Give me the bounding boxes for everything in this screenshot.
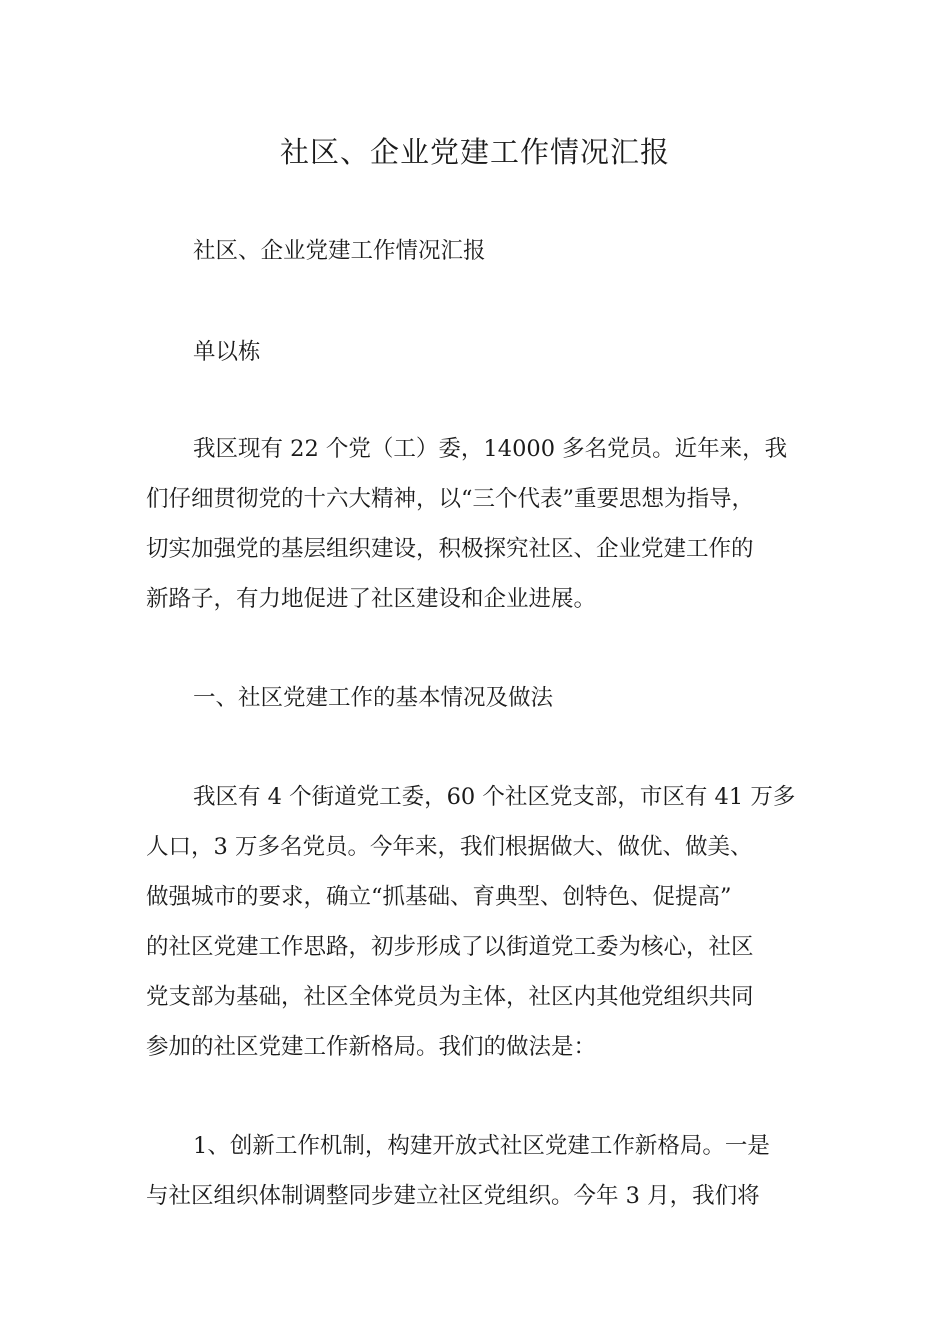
paragraph-2-line: 我区有 4 个街道党工委，60 个社区党支部，市区有 41 万多 bbox=[193, 784, 796, 810]
paragraph-3-line: 与社区组织体制调整同步建立社区党组织。今年 3 月，我们将 bbox=[146, 1183, 760, 1209]
paragraph-2-line: 参加的社区党建工作新格局。我们的做法是： bbox=[146, 1034, 597, 1060]
paragraph-2-line: 党支部为基础，社区全体党员为主体，社区内其他党组织共同 bbox=[146, 984, 754, 1010]
document-title: 社区、企业党建工作情况汇报 bbox=[279, 135, 670, 169]
section-1-heading: 一、社区党建工作的基本情况及做法 bbox=[193, 685, 554, 711]
paragraph-3-line: 1、创新工作机制，构建开放式社区党建工作新格局。一是 bbox=[193, 1133, 770, 1159]
paragraph-1-line: 们仔细贯彻党的十六大精神，以“三个代表”重要思想为指导， bbox=[146, 486, 755, 512]
paragraph-1-line: 新路子，有力地促进了社区建设和企业进展。 bbox=[146, 586, 597, 612]
paragraph-1-line: 我区现有 22 个党（工）委，14000 多名党员。近年来，我 bbox=[193, 436, 788, 462]
paragraph-2-line: 做强城市的要求，确立“抓基础、育典型、创特色、促提高” bbox=[146, 884, 732, 910]
document-subtitle: 社区、企业党建工作情况汇报 bbox=[193, 238, 486, 264]
author-name: 单以栋 bbox=[193, 339, 261, 365]
paragraph-1-line: 切实加强党的基层组织建设，积极探究社区、企业党建工作的 bbox=[146, 536, 754, 562]
paragraph-2-line: 人口，3 万多名党员。今年来，我们根据做大、做优、做美、 bbox=[146, 834, 753, 860]
paragraph-2-line: 的社区党建工作思路，初步形成了以街道党工委为核心，社区 bbox=[146, 934, 754, 960]
